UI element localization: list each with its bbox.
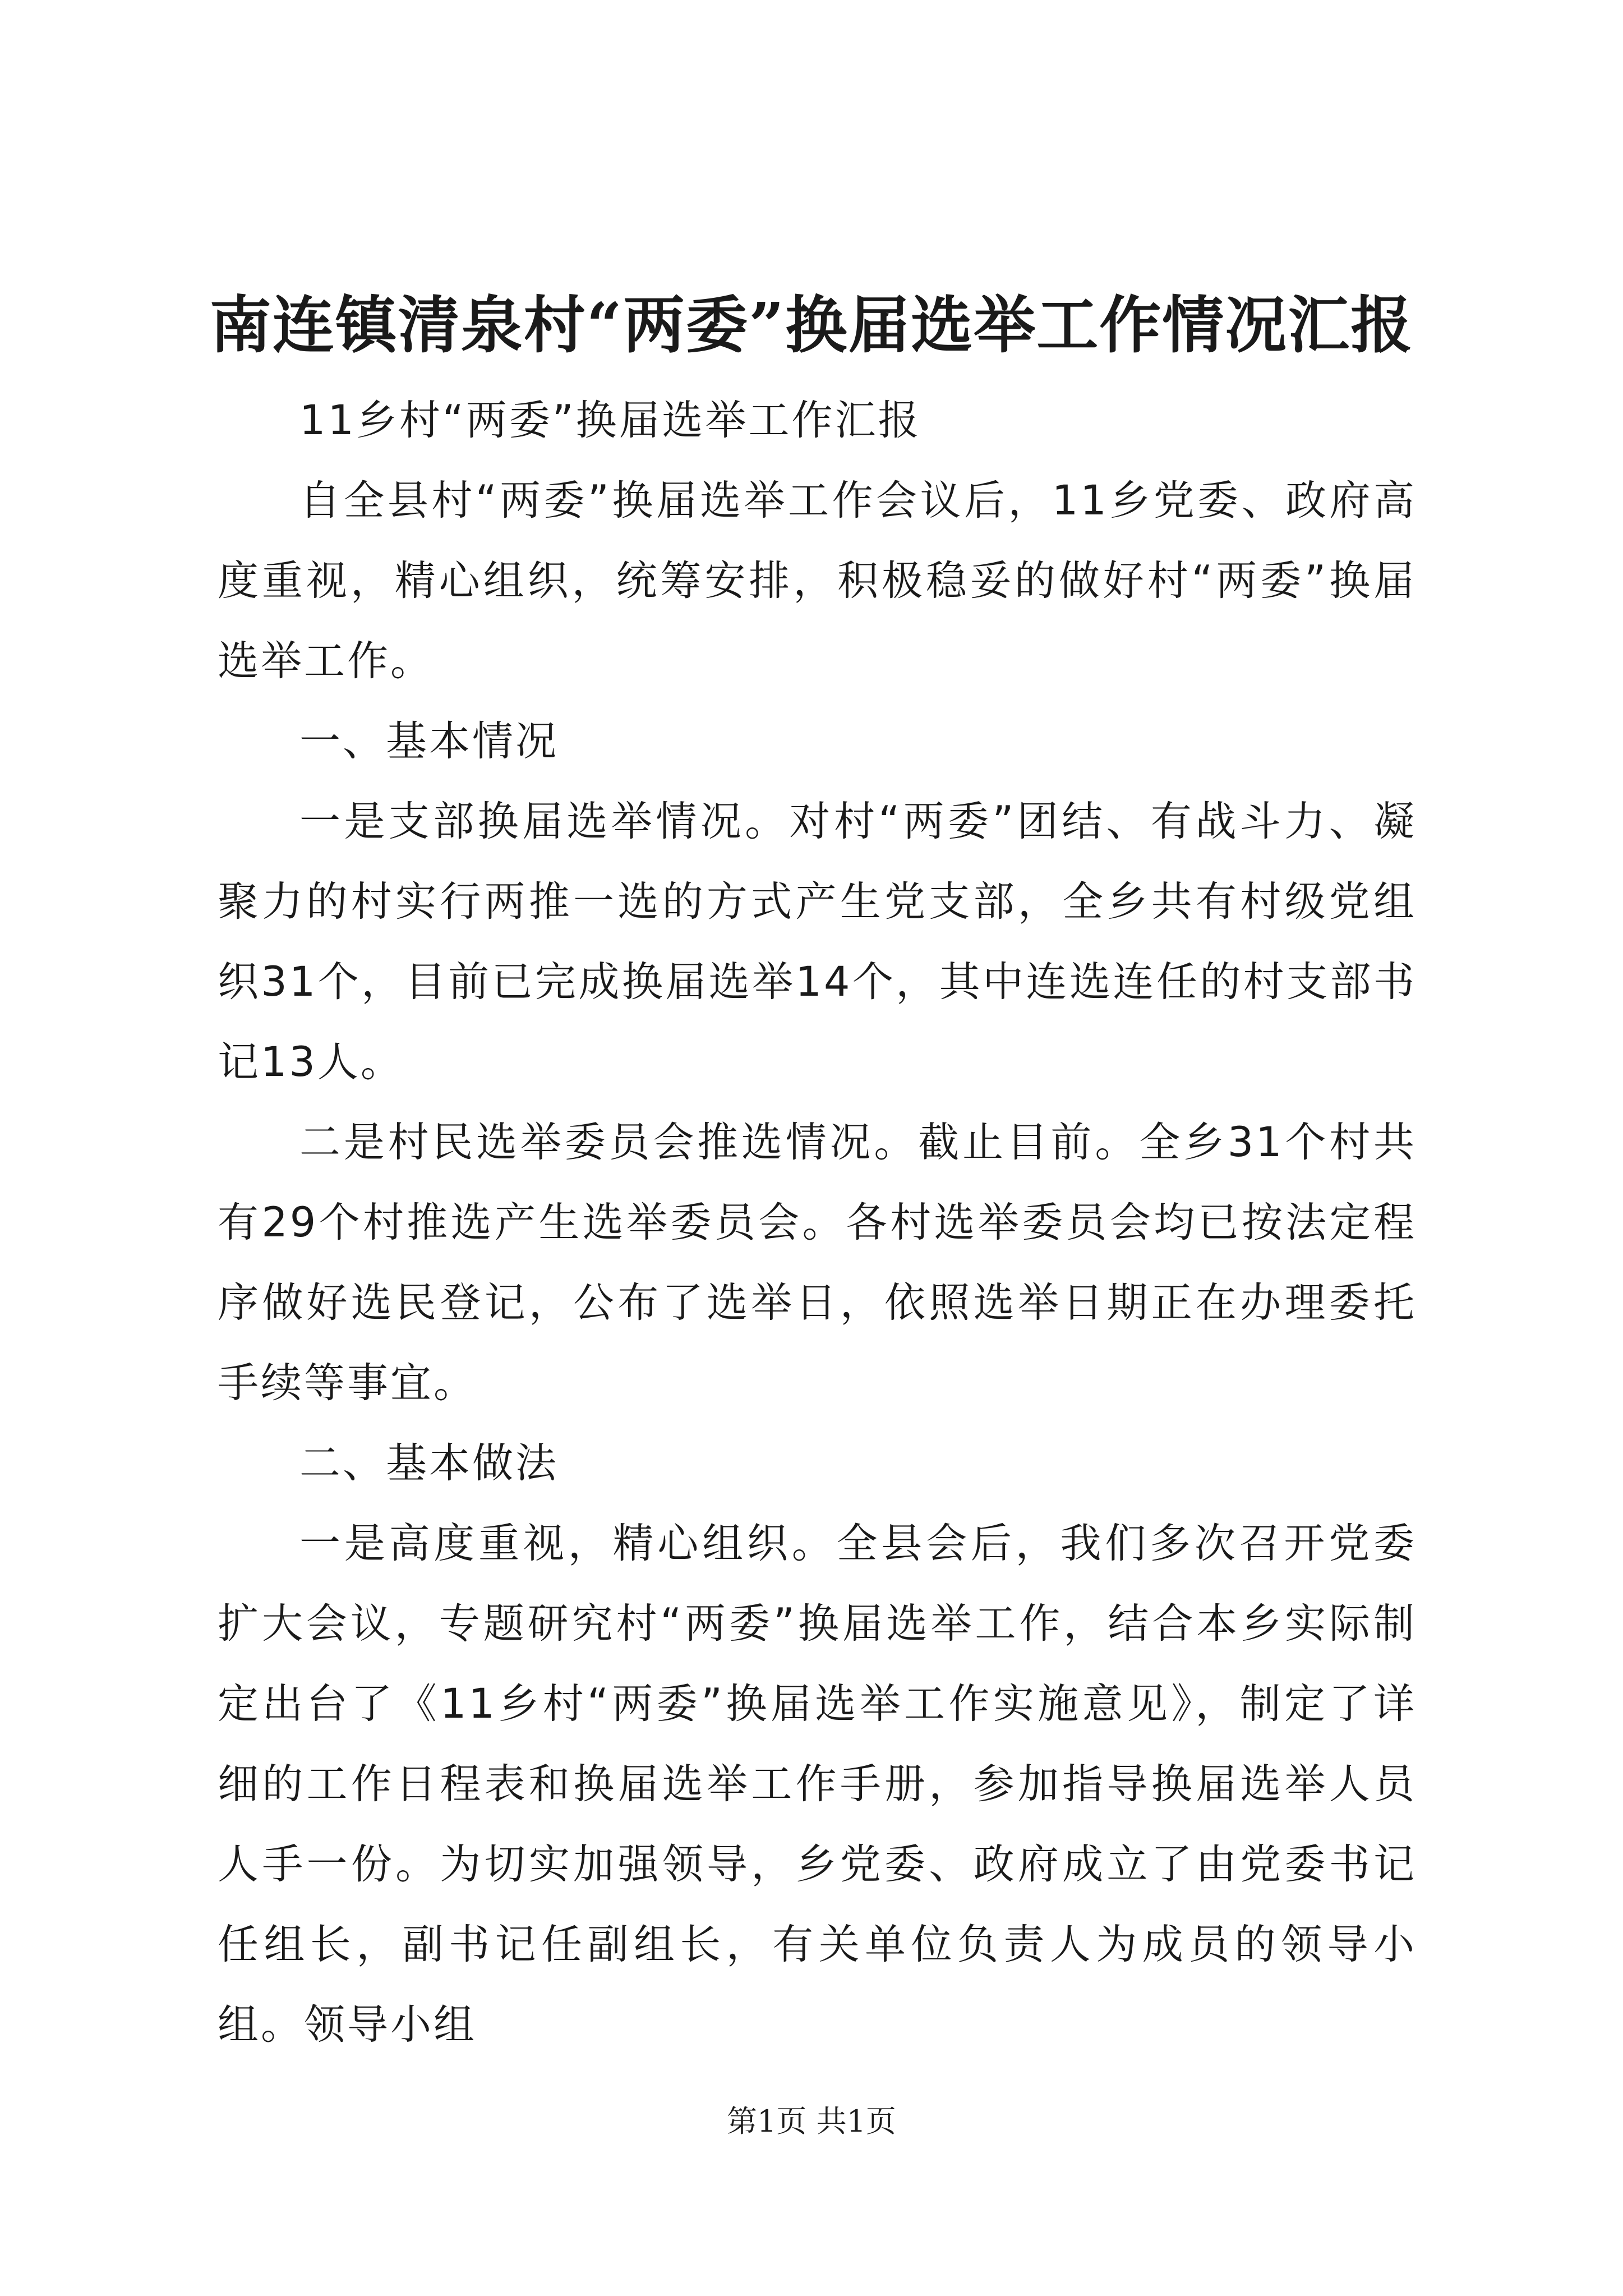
paragraph-election-committee: 二是村民选举委员会推选情况。截止目前。全乡31个村共有29个村推选产生选举委员会。各村选举委员会均已按法定程序做好选民登记，公布了选举日，依照选举日期正在办理委托手续等事宜。	[218, 1119, 1417, 1407]
page-footer: 第1页 共1页	[727, 2104, 896, 2139]
section-heading-basic-situation: 一、基本情况	[299, 717, 559, 765]
paragraph-organization: 一是高度重视，精心组织。全县会后，我们多次召开党委扩大会议，专题研究村“两委”换届选举工作，结合本乡实际制定出台了《11乡村“两委”换届选举工作实施意见》，制定了详细的工作日程表和换届选举工作手册，参加指导换届选举人员人手一份。为切实加强领导，乡党委、政府成立了由党委书记任组长，副书记任副组长，有关单位负责人为成员的领导小组。领导小组	[218, 1520, 1417, 2049]
document-body	[218, 380, 1417, 2065]
paragraph-subtitle: 11乡村“两委”换届选举工作汇报	[299, 397, 921, 444]
paragraph-intro: 自全县村“两委”换届选举工作会议后，11乡党委、政府高度重视，精心组织，统筹安排，积极稳妥的做好村“两委”换届选举工作。	[218, 477, 1417, 685]
paragraph-branch-election: 一是支部换届选举情况。对村“两委”团结、有战斗力、凝聚力的村实行两推一选的方式产生党支部，全乡共有村级党组织31个，目前已完成换届选举14个，其中连选连任的村支部书记13人。	[218, 798, 1417, 1086]
section-heading-basic-practices: 二、基本做法	[299, 1439, 559, 1487]
document-title: 南连镇清泉村“两委”换届选举工作情况汇报	[209, 289, 1414, 361]
